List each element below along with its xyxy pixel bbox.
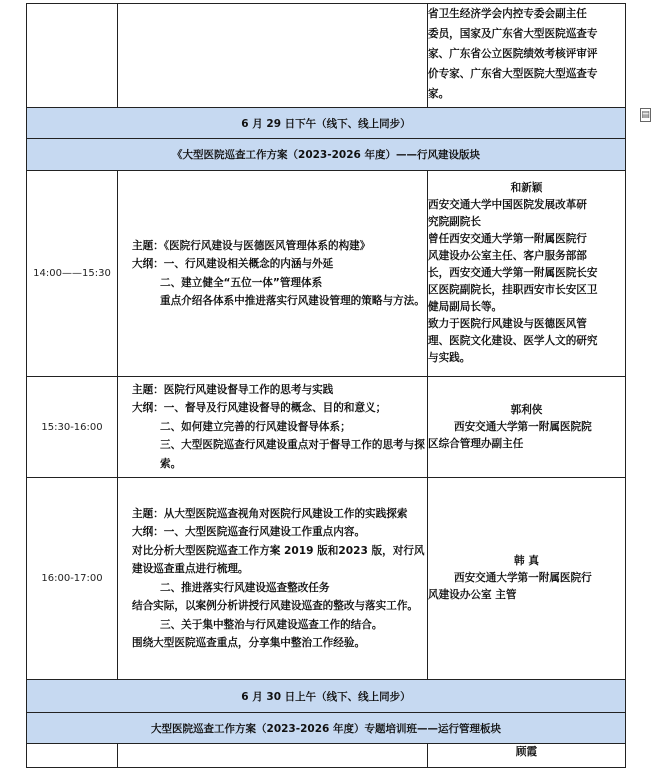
- speaker-line: 家、广东省公立医院绩效考核评审评: [428, 48, 598, 60]
- session-topic: 主题：从大型医院巡查视角对医院行风建设工作的实践探索: [132, 507, 408, 520]
- speaker-cell: [428, 4, 626, 108]
- table-row: [27, 377, 626, 478]
- session-topic: 主题：《医院行风建设与医德医风管理体系的构建》: [132, 239, 371, 252]
- speaker-cell: [428, 744, 626, 768]
- table-row: [27, 171, 626, 377]
- table-row: [27, 744, 626, 768]
- speaker-cell: [428, 478, 626, 680]
- speaker-line: 区医院副院长，挂职西安市长安区卫: [428, 284, 598, 296]
- outline-detail: 结合实际，以案例分析讲授行风建设巡查的整改与落实工作。: [132, 600, 419, 612]
- speaker-line: 价专家、广东省大型医院大型巡查专: [428, 68, 598, 80]
- outline-item: 重点介绍各体系中推进落实行风建设管理的策略与方法。: [160, 295, 425, 307]
- time-cell: 14:00——15:30: [27, 171, 118, 377]
- outline-item: 二、如何建立完善的行风建设督导体系；: [160, 420, 351, 433]
- speaker-line: 理、医院文化建设、医学人文的研究: [428, 335, 598, 347]
- table-row: [27, 4, 626, 108]
- section-header: 6 月 29 日下午（线下、线上同步）: [27, 108, 626, 139]
- outline-item: 二、推进落实行风建设巡查整改任务: [160, 581, 330, 594]
- speaker-line: 长，西安交通大学第一附属医院长安: [428, 267, 598, 279]
- outline-detail: 对比分析大型医院巡查工作方案 2019 版和2023 版，对行风建设巡查重点进行梳理。: [132, 544, 425, 575]
- time-cell: [27, 4, 118, 108]
- speaker-cell: [428, 377, 626, 478]
- document-icon[interactable]: ▤: [641, 110, 650, 120]
- section-header: 6 月 30 日上午（线下、线上同步）: [27, 680, 626, 713]
- module-header: 《大型医院巡查工作方案（2023-2026 年度）——行风建设版块: [27, 139, 626, 171]
- speaker-line: 西安交通大学第一附属医院院: [454, 420, 592, 433]
- outline-item: 大纲：一、大型医院巡查行风建设工作重点内容。: [132, 526, 366, 538]
- speaker-line: 西安交通大学第一附属医院行: [454, 572, 592, 584]
- speaker-line: 家。: [428, 88, 450, 100]
- speaker-line: 曾任西安交通大学第一附属医院行: [428, 233, 587, 245]
- speaker-line: 西安交通大学中国医院发展改革研: [428, 199, 587, 211]
- speaker-line: 致力于医院行风建设与医德医风管: [428, 318, 587, 330]
- speaker-name: 韩 真: [514, 555, 539, 567]
- speaker-name: 郭利侠: [510, 403, 543, 416]
- speaker-line: 风建设办公室主任、客户服务部部: [428, 250, 587, 262]
- session-topic: 主题：医院行风建设督导工作的思考与实践: [132, 383, 334, 396]
- table-row: [27, 713, 626, 744]
- speaker-line: 健局副局长等。: [428, 301, 503, 313]
- speaker-line: 区综合管理办副主任: [428, 437, 524, 450]
- content-cell: [118, 171, 428, 377]
- speaker-cell: [428, 171, 626, 377]
- speaker-line: 究院副院长: [428, 216, 481, 228]
- time-cell: 16:00-17:00: [27, 478, 118, 680]
- table-row: [27, 680, 626, 713]
- speaker-name: 和新颖: [510, 182, 543, 194]
- content-cell: [118, 478, 428, 680]
- time-cell: [27, 744, 118, 768]
- time-cell: 15:30-16:00: [27, 377, 118, 478]
- content-cell: [118, 4, 428, 108]
- speaker-name: 顾霞: [515, 746, 538, 758]
- table-row: [27, 108, 626, 139]
- speaker-line: 与实践。: [428, 352, 471, 364]
- schedule-table: [26, 3, 626, 768]
- table-row: [27, 139, 626, 171]
- outline-item: 大纲：一、行风建设相关概念的内涵与外延: [132, 258, 334, 270]
- outline-item: 二、建立健全“五位一体”管理体系: [160, 276, 323, 289]
- outline-item: 大纲：一、督导及行风建设督导的概念、目的和意义；: [132, 402, 387, 415]
- speaker-line: 省卫生经济学会内控专委会副主任: [428, 8, 587, 20]
- speaker-line: 委员，国家及广东省大型医院巡查专: [428, 28, 598, 40]
- outline-item: 三、关于集中整治与行风建设巡查工作的结合。: [160, 618, 383, 631]
- outline-item: 三、大型医院巡查行风建设重点对于督导工作的思考与探索。: [160, 439, 425, 470]
- speaker-line: 风建设办公室 主管: [428, 589, 517, 601]
- outline-detail: 围绕大型医院巡查重点，分享集中整治工作经验。: [132, 637, 366, 649]
- module-header: 大型医院巡查工作方案（2023-2026 年度）专题培训班——运行管理板块: [27, 713, 626, 744]
- content-cell: [118, 744, 428, 768]
- content-cell: [118, 377, 428, 478]
- table-row: [27, 478, 626, 680]
